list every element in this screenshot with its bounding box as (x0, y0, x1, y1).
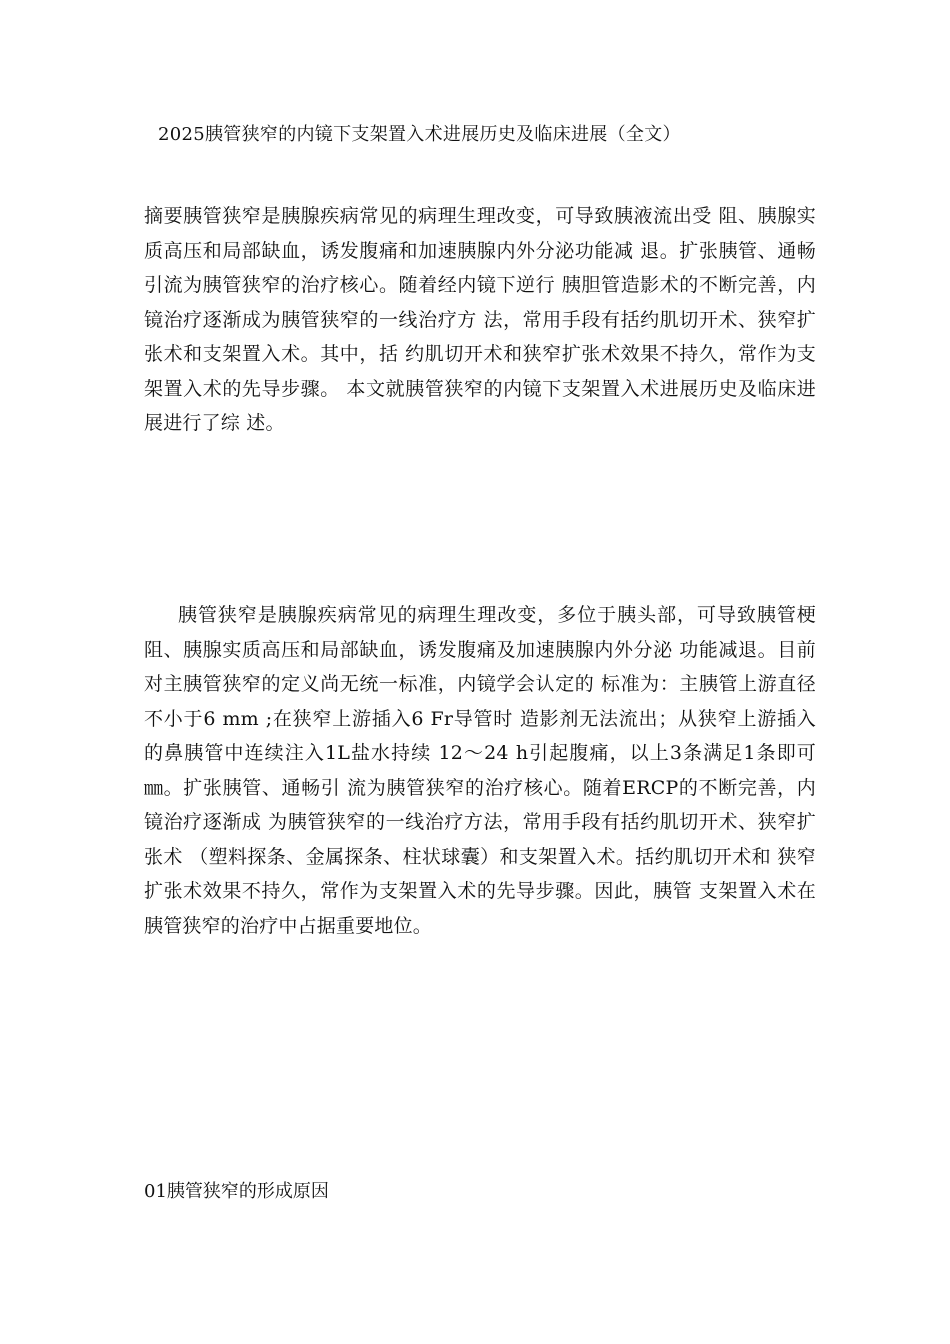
document-title: 2025胰管狭窄的内镜下支架置入术进展历史及临床进展（全文） (158, 124, 681, 145)
body-paragraph: 胰管狭窄是胰腺疾病常见的病理生理改变，多位于胰头部，可导致胰管梗阻、胰腺实质高压和局部缺血，诱发腹痛及加速胰腺内外分泌 功能减退。目前对主胰管狭窄的定义尚无统一标准，内镜学会认定的 标准为：主胰管上游直径不小于6 mm ;在狭窄上游插入6 Fr导管时 造影剂无法流出；从狭窄上游插入的鼻胰管中连续注入1L盐水持续 12〜24 h引起腹痛，以上3条满足1条即可㎜。扩张胰管、通畅引 流为胰管狭窄的治疗核心。随着ERCP的不断完善，内镜治疗逐渐成 为胰管狭窄的一线治疗方法，常用手段有括约肌切开术、狭窄扩张术 （塑料探条、金属探条、柱状球囊）和支架置入术。括约肌切开术和 狭窄扩张术效果不持久，常作为支架置入术的先导步骤。因此，胰管 支架置入术在胰管狭窄的治疗中占据重要地位。 (144, 604, 816, 937)
section-heading: 01胰管狭窄的形成原因 (144, 1181, 329, 1202)
abstract-paragraph: 摘要胰管狭窄是胰腺疾病常见的病理生理改变，可导致胰液流出受 阻、胰腺实质高压和局部缺血，诱发腹痛和加速胰腺内外分泌功能减 退。扩张胰管、通畅引流为胰管狭窄的治疗核心。随着经内镜下逆行 胰胆管造影术的不断完善，内镜治疗逐渐成为胰管狭窄的一线治疗方 法，常用手段有括约肌切开术、狭窄扩张术和支架置入术。其中，括 约肌切开术和狭窄扩张术效果不持久，常作为支架置入术的先导步骤。 本文就胰管狭窄的内镜下支架置入术进展历史及临床进展进行了综 述。 (144, 205, 816, 434)
